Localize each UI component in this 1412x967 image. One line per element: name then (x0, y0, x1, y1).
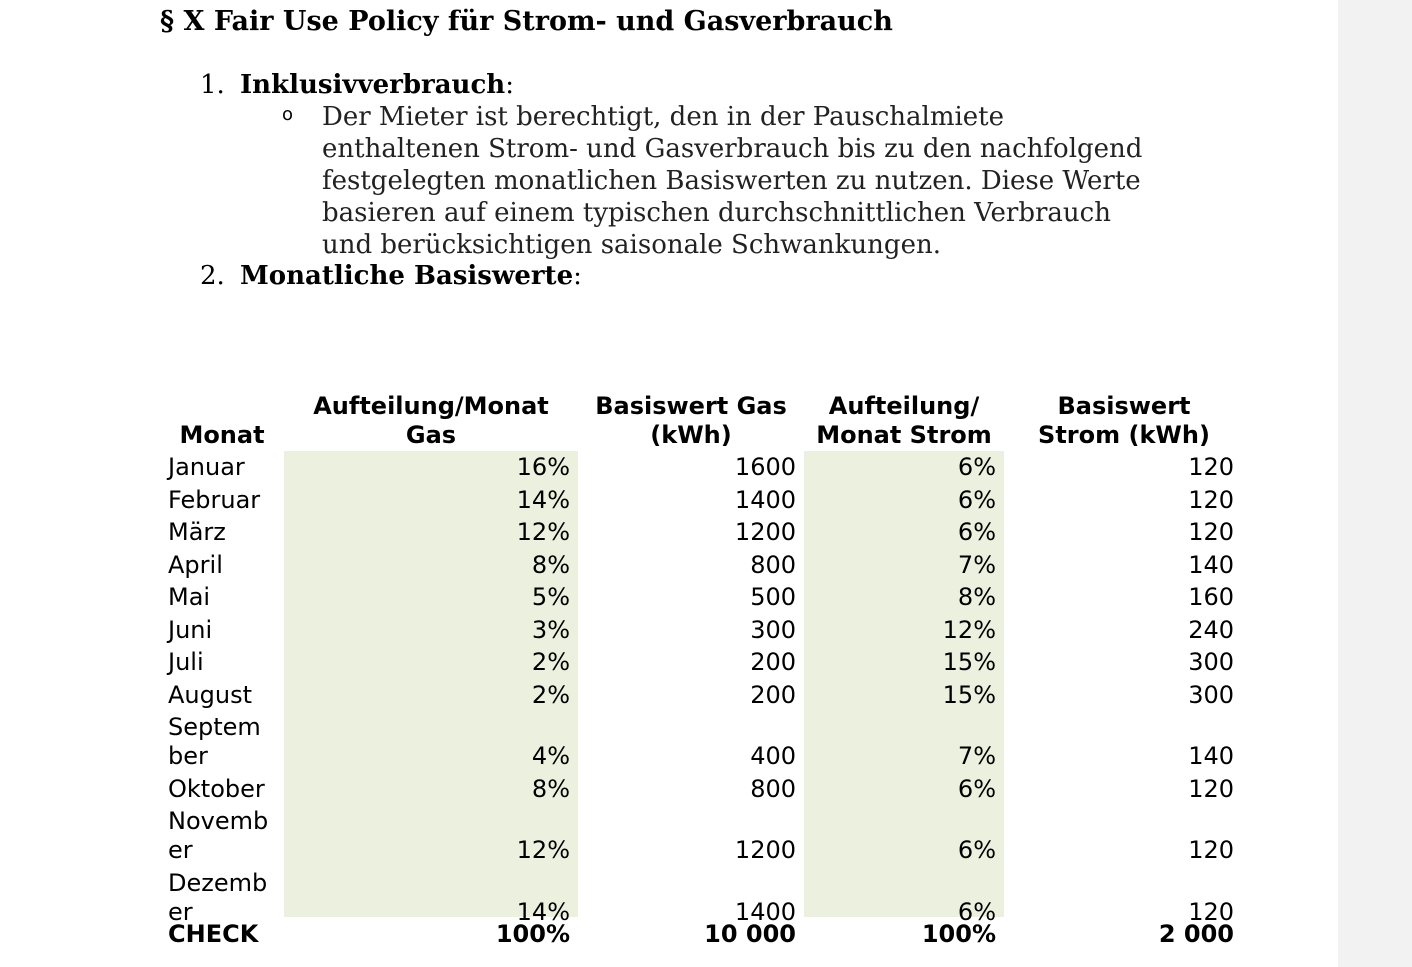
month-line: Februar (168, 485, 261, 514)
month-line: er (168, 836, 193, 864)
month-line: er (168, 897, 193, 926)
header-monat (160, 421, 284, 450)
cell-monat (168, 453, 284, 482)
basiswerte-table (160, 392, 1250, 952)
table-row (160, 775, 1250, 804)
side-gutter (1338, 0, 1412, 967)
month-line: Septem (168, 713, 261, 741)
table-row (160, 486, 1250, 515)
month-line: Juli (168, 648, 204, 676)
cell-aufteilung-strom: 6% (957, 836, 996, 864)
bullet-marker: o (282, 104, 294, 125)
cell-monat (168, 616, 284, 645)
month-line: Oktober (168, 774, 265, 803)
cell-basiswert-strom: 120 (1188, 836, 1234, 864)
cell-basiswert-strom: 120 (1188, 518, 1234, 546)
cell-basiswert-gas: 800 (750, 774, 796, 803)
cell-basiswert-gas: 1600 (734, 453, 796, 481)
cell-aufteilung-gas: 5% (531, 583, 570, 611)
cell-aufteilung-strom: 6% (957, 774, 996, 803)
list-item-title: Monatliche Basiswerte (240, 261, 574, 291)
month-line: Januar (168, 453, 245, 481)
cell-aufteilung-strom: 15% (942, 648, 996, 676)
table-row (160, 453, 1250, 482)
cell-aufteilung-gas: 8% (531, 774, 570, 803)
cell-basiswert-gas: 1200 (734, 836, 796, 864)
cell-aufteilung-gas: 12% (516, 836, 570, 864)
paragraph-line: und berücksichtigen saisonale Schwankungen. (322, 230, 941, 260)
cell-basiswert-gas: 300 (750, 615, 796, 644)
inklusivverbrauch-paragraph (322, 101, 1202, 261)
list-item-suffix: : (505, 70, 514, 100)
list-item-monatliche-basiswerte (200, 260, 582, 292)
cell-aufteilung-strom: 7% (957, 550, 996, 579)
check-basiswert-gas: 10 000 (704, 920, 796, 948)
cell-basiswert-gas: 1200 (734, 518, 796, 546)
cell-aufteilung-strom: 6% (957, 485, 996, 514)
check-aufteilung-gas: 100% (495, 920, 570, 948)
table-row (160, 807, 1250, 865)
cell-aufteilung-gas: 14% (516, 485, 570, 514)
header-line: Monat Strom (816, 421, 992, 449)
header-line: Basiswert Gas (595, 392, 787, 420)
header-line: Monat (179, 421, 265, 449)
cell-aufteilung-strom: 7% (957, 742, 996, 770)
list-number: 1. (200, 70, 225, 100)
cell-monat (168, 583, 284, 612)
paragraph-line: Der Mieter ist berechtigt, den in der Pauschalmiete (322, 102, 1005, 132)
cell-basiswert-strom: 240 (1188, 615, 1234, 644)
month-line: Mai (168, 583, 211, 611)
cell-basiswert-gas: 400 (750, 742, 796, 770)
cell-monat (168, 486, 284, 515)
cell-monat (168, 807, 284, 865)
header-basiswert-strom (1004, 392, 1244, 450)
cell-aufteilung-gas: 8% (531, 550, 570, 579)
paragraph-line: festgelegten monatlichen Basiswerten zu nutzen. Diese Werte (322, 166, 1141, 196)
cell-aufteilung-gas: 2% (531, 680, 570, 709)
cell-basiswert-strom: 140 (1188, 550, 1234, 579)
header-basiswert-gas (578, 392, 804, 450)
cell-basiswert-strom: 120 (1188, 897, 1234, 926)
cell-aufteilung-gas: 12% (516, 518, 570, 546)
cell-basiswert-strom: 300 (1188, 648, 1234, 676)
cell-monat (168, 713, 284, 771)
table-row (160, 713, 1250, 771)
paragraph-line: enthaltenen Strom- und Gasverbrauch bis zu den nachfolgend (322, 134, 1143, 164)
cell-basiswert-gas: 200 (750, 648, 796, 676)
table-row (160, 518, 1250, 547)
cell-basiswert-strom: 120 (1188, 485, 1234, 514)
cell-basiswert-gas: 1400 (734, 485, 796, 514)
cell-aufteilung-strom: 15% (942, 680, 996, 709)
list-item-suffix: : (573, 261, 582, 291)
cell-monat (168, 775, 284, 804)
table-row (160, 583, 1250, 612)
cell-aufteilung-gas: 14% (516, 897, 570, 926)
month-line: August (168, 680, 252, 709)
cell-monat (168, 648, 284, 677)
header-line: Strom (kWh) (1038, 421, 1210, 449)
cell-basiswert-strom: 140 (1188, 742, 1234, 770)
table-row (160, 681, 1250, 710)
cell-aufteilung-gas: 16% (516, 453, 570, 481)
month-line: April (168, 550, 223, 579)
check-label: CHECK (168, 920, 259, 948)
month-line: ber (168, 742, 208, 770)
cell-aufteilung-strom: 12% (942, 615, 996, 644)
header-line: Gas (405, 421, 457, 449)
cell-basiswert-gas: 800 (750, 550, 796, 579)
cell-aufteilung-gas: 2% (531, 648, 570, 676)
header-line: Aufteilung/ (828, 392, 980, 420)
month-line: Novemb (168, 807, 269, 835)
cell-monat (168, 518, 284, 547)
month-line: Dezemb (168, 868, 268, 897)
header-line: (kWh) (650, 421, 732, 449)
cell-aufteilung-strom: 6% (957, 453, 996, 481)
month-line: Juni (168, 615, 213, 644)
cell-basiswert-strom: 120 (1188, 774, 1234, 803)
cell-basiswert-gas: 1400 (734, 897, 796, 926)
check-basiswert-strom: 2 000 (1158, 920, 1234, 948)
table-row (160, 616, 1250, 645)
cell-aufteilung-gas: 3% (531, 615, 570, 644)
header-aufteilung-gas (284, 392, 578, 450)
header-line: Aufteilung/Monat (313, 392, 549, 420)
cell-monat (168, 869, 284, 927)
list-item-title: Inklusivverbrauch (240, 70, 506, 100)
header-line: Basiswert (1057, 392, 1191, 420)
list-item-inklusivverbrauch (200, 69, 514, 101)
table-row (160, 648, 1250, 677)
cell-basiswert-strom: 300 (1188, 680, 1234, 709)
list-number: 2. (200, 261, 225, 291)
section-heading: § X Fair Use Policy für Strom- und Gasverbrauch (160, 6, 893, 37)
cell-aufteilung-gas: 4% (531, 742, 570, 770)
cell-monat (168, 551, 284, 580)
paragraph-line: basieren auf einem typischen durchschnittlichen Verbrauch (322, 198, 1111, 228)
cell-aufteilung-strom: 6% (957, 518, 996, 546)
table-row (160, 551, 1250, 580)
cell-aufteilung-strom: 8% (957, 583, 996, 611)
cell-basiswert-strom: 120 (1188, 453, 1234, 481)
header-aufteilung-strom (804, 392, 1004, 450)
cell-basiswert-gas: 200 (750, 680, 796, 709)
table-row (160, 869, 1250, 927)
cell-basiswert-strom: 160 (1188, 583, 1234, 611)
month-line: März (168, 518, 226, 546)
cell-aufteilung-strom: 6% (957, 897, 996, 926)
cell-basiswert-gas: 500 (750, 583, 796, 611)
check-aufteilung-strom: 100% (921, 920, 996, 948)
cell-monat (168, 681, 284, 710)
